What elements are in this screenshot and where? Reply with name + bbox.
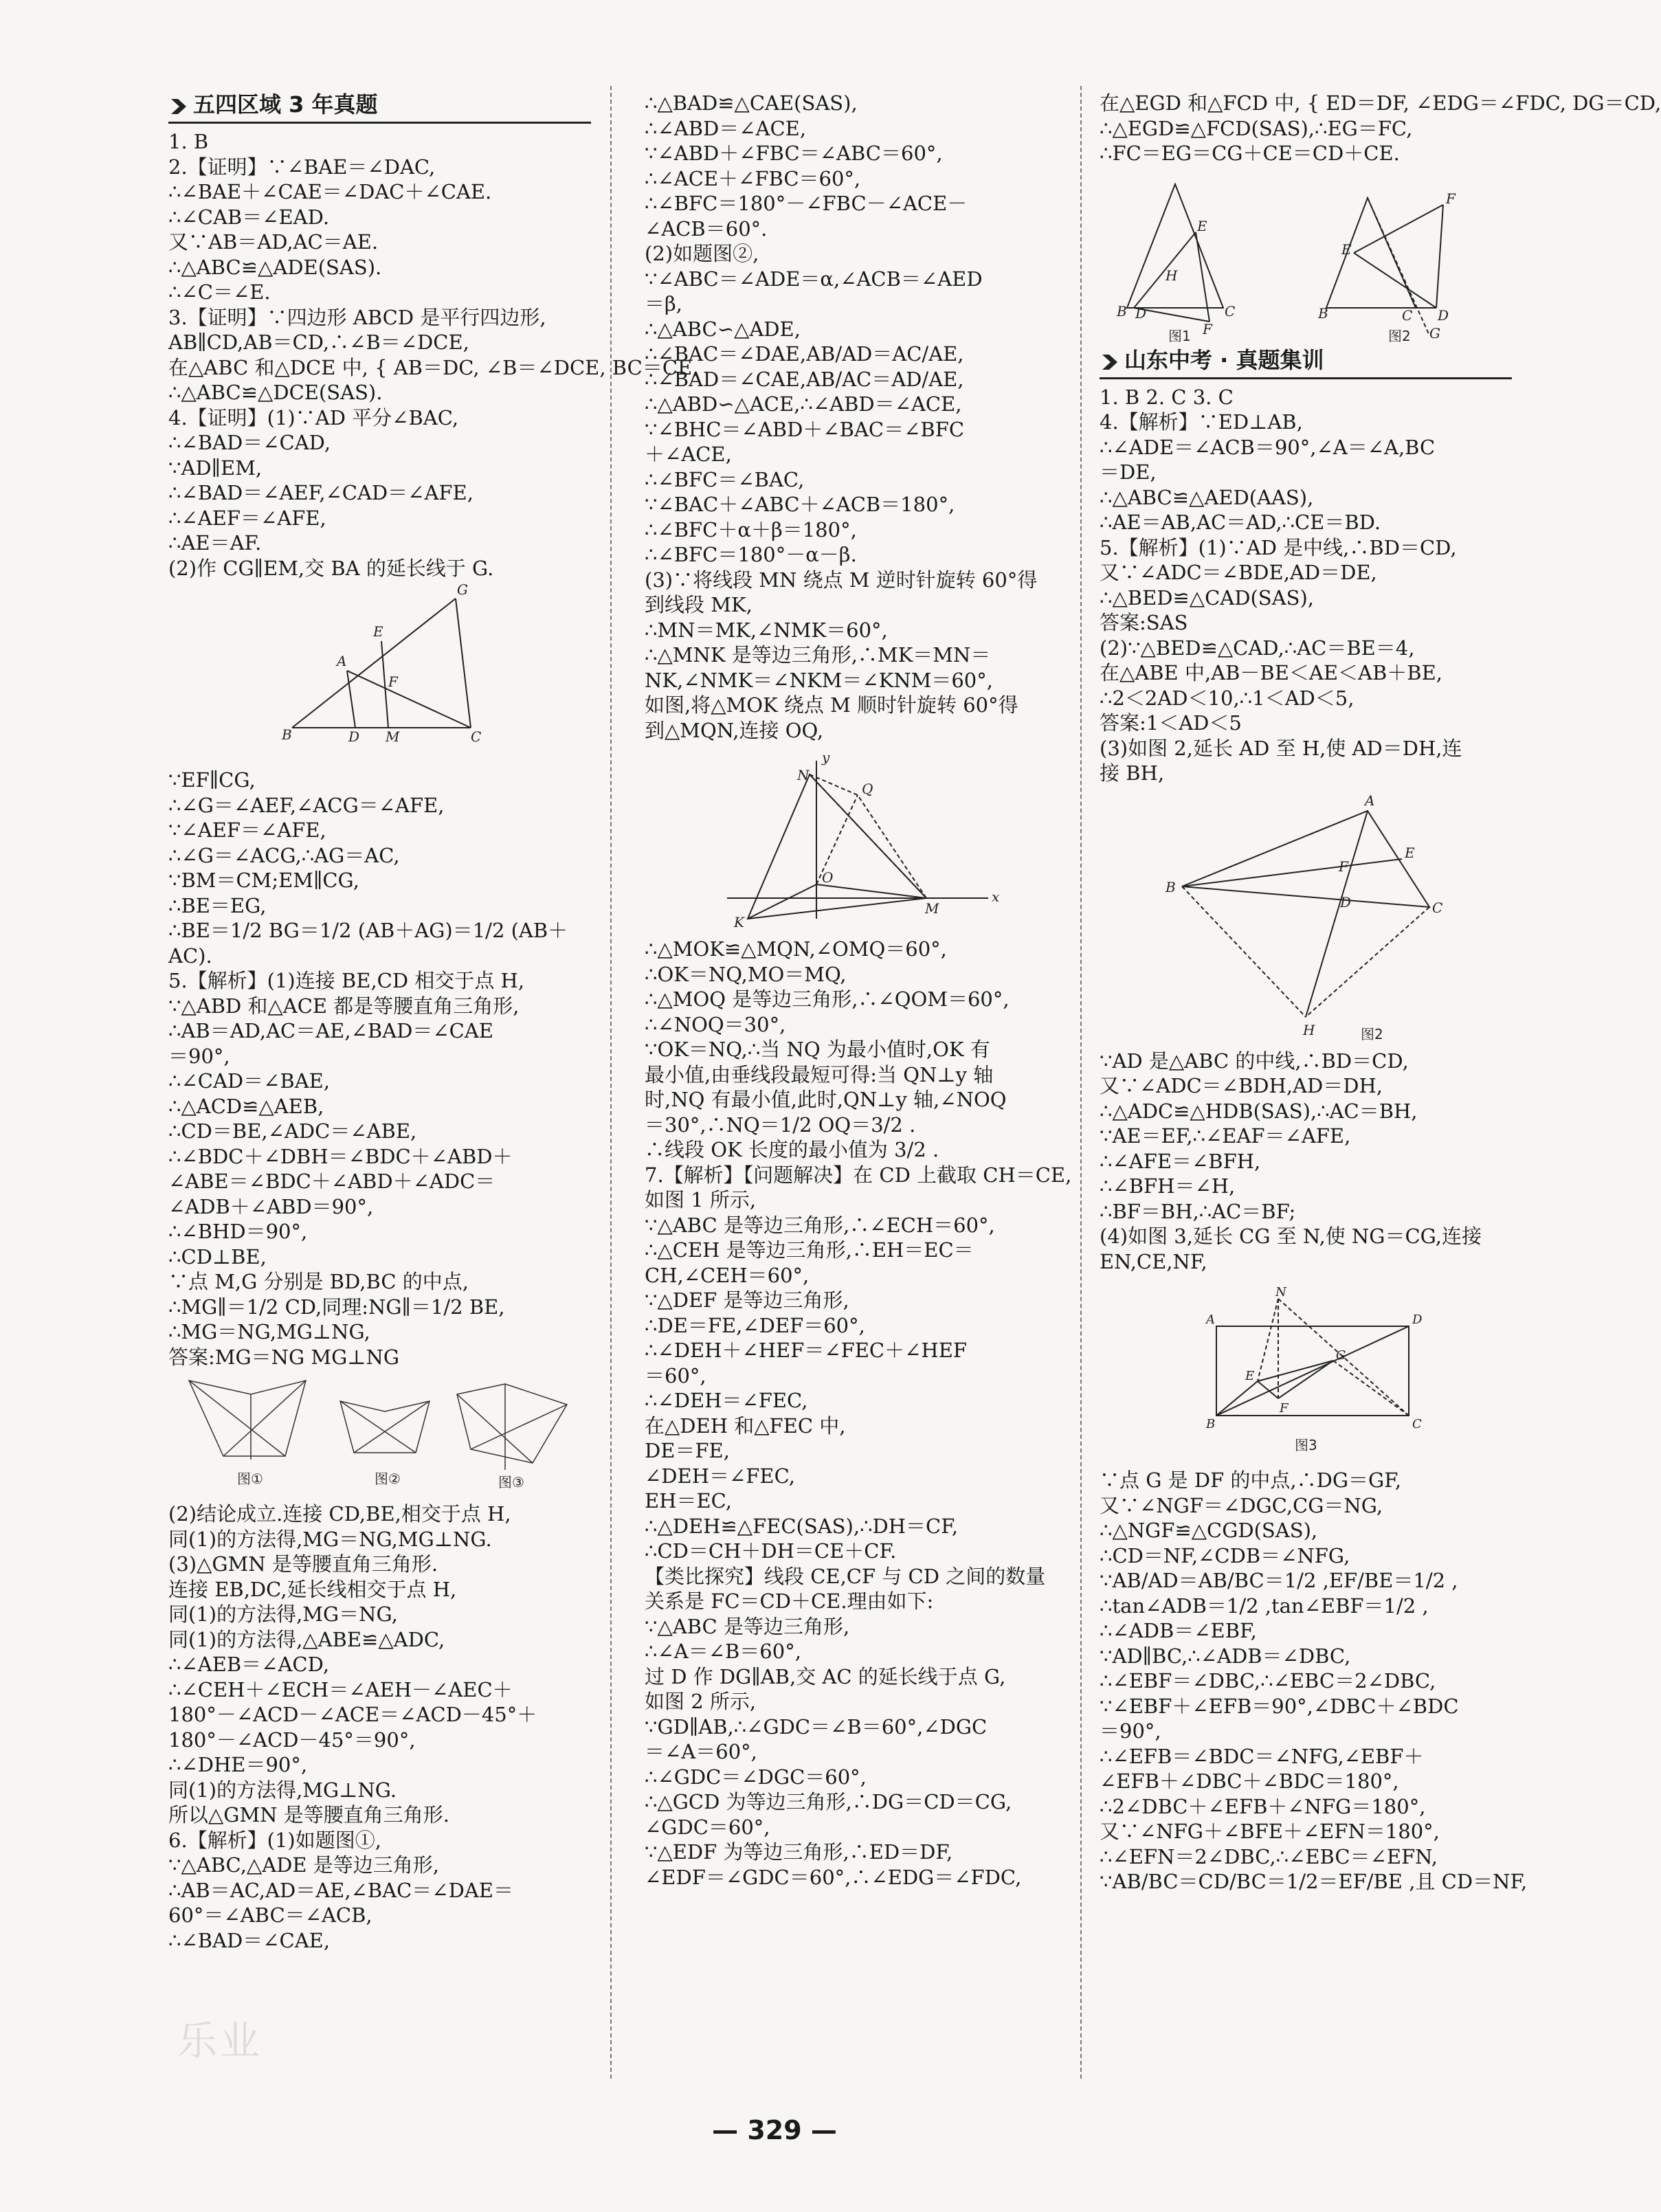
text-line: AB∥CD,AB＝CD,∴∠B＝∠DCE, [168, 331, 469, 354]
text-line: ∴AE＝AB,AC＝AD,∴CE＝BD. [1100, 511, 1381, 534]
text-line: ∵△ABD 和△ACE 都是等腰直角三角形, [168, 994, 520, 1018]
svg-text:M: M [386, 728, 400, 745]
svg-text:Q: Q [862, 781, 873, 797]
svg-text:A: A [337, 653, 347, 669]
text-line: ∴∠EFB＝∠BDC＝∠NFG,∠EBF＋ [1100, 1744, 1424, 1768]
text-line: ∠ACB＝60°. [645, 216, 768, 241]
text-line: 又∵∠ADC＝∠BDE,AD＝DE, [1100, 561, 1377, 584]
text-line: 答案:1＜AD＜5 [1100, 711, 1242, 735]
text-line: ∴∠G＝∠AEF,∠ACG＝∠AFE, [168, 793, 445, 817]
text-line: 如图,将△MOK 绕点 M 顺时针旋转 60°得 [645, 693, 1018, 717]
svg-text:E: E [373, 623, 383, 640]
section-title: 五四区域 3 年真题 [193, 91, 378, 118]
text-line: (2)作 CG∥EM,交 BA 的延长线于 G. [168, 556, 494, 580]
text-line: ∴∠AFE＝∠BFH, [1100, 1149, 1261, 1173]
svg-text:C: C [1402, 306, 1413, 324]
text-line: ∵△ABC,△ADE 是等边三角形, [168, 1853, 440, 1877]
svg-text:F: F [1339, 858, 1348, 875]
text-line: ∴∠A＝∠B＝60°, [645, 1640, 801, 1663]
text-line: 关系是 FC＝CD＋CE.理由如下: [645, 1589, 934, 1613]
text-line: ∵点 M,G 分别是 BD,BC 的中点, [168, 1270, 469, 1293]
section-header-wusi [168, 91, 591, 124]
text-line: ∴∠CAD＝∠BAE, [168, 1069, 331, 1093]
text-line: 过 D 作 DG∥AB,交 AC 的延长线于点 G, [645, 1664, 1006, 1688]
figure-three-diagrams [168, 1374, 591, 1497]
answer-block [1100, 1049, 1512, 1275]
svg-text:H: H [1166, 267, 1178, 284]
text-line: 如图 1 所示, [645, 1188, 757, 1211]
text-line: ∴∠BFC＝180°－∠FBC－∠ACE－ [645, 192, 968, 215]
text-line: ∠GDC＝60°, [645, 1815, 770, 1839]
text-line: CH,∠CEH＝60°, [645, 1263, 810, 1287]
text-line: 2.【证明】∵∠BAE＝∠DAC, [168, 155, 436, 179]
text-line: 1. B 2. C 3. C [1100, 385, 1234, 409]
text-line: ∴MG∥＝1/2 CD,同理:NG∥＝1/2 BE, [168, 1295, 505, 1319]
answer-block [1100, 385, 1512, 786]
text-line: 时,NQ 有最小值,此时,QN⊥y 轴,∠NOQ [645, 1088, 1007, 1111]
text-line: 6.【解析】(1)如题图①, [168, 1828, 381, 1852]
text-line: 到线段 MK, [645, 593, 753, 616]
text-line: ∴∠EBF＝∠DBC,∴∠EBC＝2∠DBC, [1100, 1669, 1436, 1692]
text-line: ∴∠C＝∠E. [168, 280, 271, 304]
text-line: ∴△MOK≌△MQN,∠OMQ＝60°, [645, 937, 947, 961]
text-line: ∴∠G＝∠ACG,∴AG＝AC, [168, 843, 400, 867]
text-line: ∴△ABC∽△ADE, [645, 317, 801, 341]
svg-text:M: M [925, 900, 939, 917]
text-line: ∵∠ABD＋∠FBC＝∠ABC＝60°, [645, 142, 943, 165]
fig-label: 图2 [1388, 327, 1411, 344]
text-line: ∴MN＝MK,∠NMK＝60°, [645, 618, 888, 642]
svg-text:A: A [1206, 1312, 1215, 1327]
text-line: 又∵∠NFG＋∠BFE＋∠EFN＝180°, [1100, 1820, 1440, 1843]
text-line: ∵AE＝EF,∴∠EAF＝∠AFE, [1100, 1124, 1351, 1148]
svg-text:O: O [822, 869, 834, 886]
text-line: (3)∵将线段 MN 绕点 M 逆时针旋转 60°得 [645, 568, 1038, 592]
fig-label: 图① [237, 1471, 263, 1487]
text-line: 180°－∠ACD－∠ACE＝∠ACD－45°＋ [168, 1703, 537, 1726]
svg-text:B: B [1166, 878, 1176, 895]
figure-rectangle [1100, 1278, 1512, 1464]
text-line: ＝β, [645, 292, 682, 315]
svg-text:B: B [1206, 1417, 1216, 1431]
text-line: ∵点 G 是 DF 的中点,∴DG＝GF, [1100, 1468, 1402, 1492]
text-line: ∠DEH＝∠FEC, [645, 1464, 795, 1488]
svg-text:N: N [1275, 1285, 1286, 1299]
text-line: ∴△ACD≌△AEB, [168, 1094, 324, 1118]
text-line: ∴BE＝EG, [168, 893, 267, 917]
text-line: 连接 EB,DC,延长线相交于点 H, [168, 1577, 457, 1601]
svg-text:H: H [1303, 1021, 1315, 1038]
watermark: 乐业 [177, 2018, 263, 2064]
text-line: ∴∠BAD＝∠AEF,∠CAD＝∠AFE, [168, 481, 473, 504]
text-line: ∴∠DEH＝∠FEC, [645, 1389, 808, 1412]
text-line: ∴2∠DBC＋∠EFB＋∠NFG＝180°, [1100, 1794, 1426, 1818]
text-line: ∠ADB＋∠ABD＝90°, [168, 1194, 374, 1218]
text-line: ∴∠BAD＝∠CAE,AB/AC＝AD/AE, [645, 367, 964, 391]
svg-text:B: B [282, 726, 292, 743]
text-line: ∵BM＝CM;EM∥CG, [168, 869, 359, 892]
text-line: ∴∠ADB＝∠EBF, [1100, 1619, 1257, 1642]
text-line: ∴DE＝FE,∠DEF＝60°, [645, 1313, 865, 1337]
fig-label: 图3 [1295, 1437, 1317, 1453]
text-line: ∵△DEF 是等边三角形, [645, 1288, 849, 1312]
text-line: ∴∠AEB＝∠ACD, [168, 1653, 330, 1676]
text-line: ∴△BED≌△CAD(SAS), [1100, 585, 1314, 610]
text-line: 在△EGD 和△FCD 中, { ED＝DF, ∠EDG＝∠FDC, DG＝CD, [1100, 91, 1661, 115]
text-line: ∴∠DHE＝90°, [168, 1753, 308, 1776]
text-line: ∴∠BAD＝∠CAD, [168, 431, 331, 454]
text-line: ∴∠ACE＋∠FBC＝60°, [645, 166, 861, 190]
text-line: EN,CE,NF, [1100, 1249, 1207, 1273]
text-line: ∴△MOQ 是等边三角形,∴∠QOM＝60°, [645, 987, 1010, 1011]
text-line: ∵∠BAC＋∠ABC＋∠ACB＝180°, [645, 493, 955, 516]
text-line: ∴CD＝BE,∠ADC＝∠ABE, [168, 1119, 417, 1143]
text-line: EH＝EC, [645, 1489, 733, 1512]
text-line: ∴MG＝NG,MG⊥NG, [168, 1320, 370, 1343]
figure-coordinate-rotation [645, 747, 1069, 932]
text-line: ∴∠ABD＝∠ACE, [645, 116, 807, 140]
svg-text:D: D [348, 728, 360, 745]
text-line: 5.【解析】(1)∵AD 是中线,∴BD＝CD, [1100, 535, 1457, 559]
svg-text:C: C [1412, 1417, 1422, 1431]
text-line: 在△DEH 和△FEC 中, [645, 1414, 846, 1438]
text-line: 180°－∠ACD－45°＝90°, [168, 1728, 416, 1752]
text-line: (2)∵△BED≌△CAD,∴AC＝BE＝4, [1100, 636, 1415, 660]
text-line: 答案:MG＝NG MG⊥NG [168, 1345, 400, 1369]
text-line: ∴BF＝BH,∴AC＝BF; [1100, 1199, 1296, 1223]
text-line: ∴BE＝1/2 BG＝1/2 (AB＋AG)＝1/2 (AB＋ [168, 919, 568, 942]
text-line: ∴∠BAD＝∠CAE, [168, 1928, 331, 1952]
text-line: ∴∠BDC＋∠DBH＝∠BDC＋∠ABD＋ [168, 1144, 513, 1168]
text-line: 所以△GMN 是等腰直角三角形. [168, 1803, 449, 1826]
text-line: ∴∠CAB＝∠EAD. [168, 205, 330, 229]
text-line: ∴AB＝AD,AC＝AE,∠BAD＝∠CAE [168, 1019, 493, 1042]
svg-text:F: F [1280, 1401, 1289, 1416]
text-line: ∴△ADC≌△HDB(SAS),∴AC＝BH, [1100, 1099, 1418, 1123]
svg-text:G: G [1336, 1348, 1346, 1363]
text-line: 【类比探究】线段 CE,CF 与 CD 之间的数量 [645, 1564, 1046, 1588]
text-line: ∴∠EFN＝2∠DBC,∴∠EBC＝∠EFN, [1100, 1844, 1438, 1868]
fig-label: 图② [375, 1471, 401, 1487]
text-line: ∴CD⊥BE, [168, 1244, 267, 1269]
svg-text:x: x [992, 889, 1000, 905]
figure-equilateral-pair [1100, 170, 1512, 342]
svg-text:G: G [457, 581, 468, 598]
text-line: (3)△GMN 是等腰直角三角形. [168, 1552, 438, 1576]
text-line: ∴△ABC≌△DCE(SAS). [168, 381, 383, 404]
svg-text:E: E [1245, 1369, 1255, 1383]
answer-block [645, 91, 1069, 743]
text-line: ∴∠BFC＋α＋β＝180°, [645, 517, 857, 541]
text-line: ∵AD∥BC,∴∠ADB＝∠DBC, [1100, 1644, 1351, 1668]
svg-text:B: B [1117, 302, 1127, 320]
text-line: ∴△ABD∽△ACE,∴∠ABD＝∠ACE, [645, 392, 962, 416]
text-line: 同(1)的方法得,MG＝NG,MG⊥NG. [168, 1527, 492, 1551]
text-line: 又∵AB＝AD,AC＝AE. [168, 230, 379, 254]
column-right [1100, 91, 1661, 1895]
text-line: 接 BH, [1100, 761, 1165, 785]
answer-block [168, 768, 591, 1370]
text-line: ∴AE＝AF. [168, 531, 262, 555]
text-line: 5.【解析】(1)连接 BE,CD 相交于点 H, [168, 969, 525, 992]
text-line: ∴∠ADE＝∠ACB＝90°,∠A＝∠A,BC [1100, 435, 1436, 459]
text-line: ∵△EDF 为等边三角形,∴ED＝DF, [645, 1840, 953, 1864]
text-line: ∵∠ABC＝∠ADE＝α,∠ACB＝∠AED [645, 267, 983, 291]
text-line: ∴△NGF≌△CGD(SAS), [1100, 1519, 1318, 1542]
text-line: ∵∠EBF＋∠EFB＝90°,∠DBC＋∠BDC [1100, 1694, 1459, 1718]
text-line: ∴线段 OK 长度的最小值为 3/2 . [645, 1138, 939, 1161]
section-header-shandong [1100, 346, 1512, 379]
text-line: ∵△ABC 是等边三角形,∴∠ECH＝60°, [645, 1213, 995, 1237]
text-line: ∴△BAD≌△CAE(SAS), [645, 91, 858, 115]
text-line: (2)结论成立.连接 CD,BE,相交于点 H, [168, 1502, 511, 1526]
text-line: ∴△ABC≌△ADE(SAS). [168, 255, 382, 279]
svg-text:F: F [1203, 320, 1212, 337]
answer-block [168, 1501, 591, 1953]
text-line: ∵AB/AD＝AB/BC＝1/2 ,EF/BE＝1/2 , [1100, 1569, 1458, 1592]
fig-label: 图③ [498, 1474, 524, 1490]
text-line: 1. B [168, 130, 209, 153]
text-line: ＝60°, [645, 1363, 706, 1387]
column-middle [645, 91, 1072, 1890]
text-line: ∴∠AEF＝∠AFE, [168, 506, 326, 530]
chevron-right-icon [168, 96, 189, 117]
svg-text:D: D [1438, 306, 1449, 324]
answer-block [645, 937, 1072, 1890]
text-line: ∠ABE＝∠BDC＋∠ABD＋∠ADC＝ [168, 1170, 495, 1193]
text-line: ∴△ABC≌△AED(AAS), [1100, 485, 1314, 509]
text-line: 在△ABE 中,AB－BE＜AE＜AB＋BE, [1100, 661, 1442, 684]
text-line: 到△MQN,连接 OQ, [645, 718, 824, 742]
text-line: ∴△EGD≌△FCD(SAS),∴EG＝FC, [1100, 116, 1413, 140]
text-line: ＝30°,∴NQ＝1/2 OQ＝3/2 . [645, 1113, 916, 1137]
svg-text:C: C [471, 728, 482, 745]
svg-text:F: F [1446, 190, 1456, 207]
text-line: 同(1)的方法得,MG⊥NG. [168, 1778, 397, 1802]
text-line: 4.【证明】(1)∵AD 平分∠BAC, [168, 405, 459, 429]
column-divider [1080, 86, 1082, 2079]
fig-label: 图2 [1361, 1025, 1383, 1042]
chevron-right-icon [1100, 352, 1120, 372]
text-line: 3.【证明】∵四边形 ABCD 是平行四边形, [168, 305, 546, 329]
text-line: 同(1)的方法得,MG＝NG, [168, 1602, 398, 1626]
text-line: 在△ABC 和△DCE 中, { AB＝DC, ∠B＝∠DCE, BC＝CE, [168, 355, 699, 379]
page-number: — 329 — [712, 2115, 837, 2145]
svg-text:y: y [822, 749, 830, 766]
text-line: 最小值,由垂线段最短可得:当 QN⊥y 轴 [645, 1062, 994, 1086]
text-line: ∴∠BHD＝90°, [168, 1220, 308, 1243]
text-line: ∵EF∥CG, [168, 768, 256, 792]
text-line: ∴∠CEH＋∠ECH＝∠AEH－∠AEC＋ [168, 1677, 513, 1701]
text-line: ∵AD 是△ABC 的中线,∴BD＝CD, [1100, 1049, 1409, 1073]
text-line: 又∵∠NGF＝∠DGC,CG＝NG, [1100, 1493, 1383, 1517]
text-line: ∴△MNK 是等边三角形,∴MK＝MN＝ [645, 643, 991, 667]
text-line: ∴CD＝CH＋DH＝CE＋CF. [645, 1539, 897, 1563]
text-line: ∵∠BHC＝∠ABD＋∠BAC＝∠BFC [645, 417, 965, 441]
text-line: ∴2＜2AD＜10,∴1＜AD＜5, [1100, 686, 1355, 710]
text-line: AC). [168, 943, 212, 968]
text-line: ∵△ABC 是等边三角形, [645, 1614, 850, 1638]
text-line: ∠EDF＝∠GDC＝60°,∴∠EDG＝∠FDC, [645, 1865, 1022, 1889]
svg-text:E: E [1197, 217, 1207, 234]
column-divider [610, 86, 612, 2079]
text-line: ∴tan∠ADB＝1/2 ,tan∠EBF＝1/2 , [1100, 1594, 1429, 1618]
text-line: ＝DE, [1100, 460, 1157, 484]
text-line: 又∵∠ADC＝∠BDH,AD＝DH, [1100, 1074, 1383, 1097]
svg-text:F: F [388, 673, 398, 690]
svg-text:K: K [734, 914, 744, 930]
text-line: 7.【解析】【问题解决】在 CD 上截取 CH＝CE, [645, 1163, 1072, 1187]
text-line: ∴∠BAE＋∠CAE＝∠DAC＋∠CAE. [168, 180, 492, 203]
svg-text:D: D [1135, 304, 1147, 322]
text-line: ∵AB/BC＝CD/BC＝1/2＝EF/BE ,且 CD＝NF, [1100, 1870, 1528, 1893]
text-line: ∴∠DEH＋∠HEF＝∠FEC＋∠HEF [645, 1339, 967, 1362]
svg-text:C: C [1225, 302, 1236, 320]
text-line: ∴∠GDC＝∠DGC＝60°, [645, 1765, 867, 1789]
svg-text:G: G [1429, 324, 1440, 342]
text-line: (4)如图 3,延长 CG 至 N,使 NG＝CG,连接 [1100, 1225, 1482, 1248]
svg-text:E: E [1341, 241, 1352, 258]
text-line: ∴OK＝NQ,MO＝MQ, [645, 962, 847, 986]
text-line: ∴∠BFC＝∠BAC, [645, 467, 805, 491]
text-line: ∴△GCD 为等边三角形,∴DG＝CD＝CG, [645, 1790, 1012, 1813]
answer-block [1100, 1468, 1528, 1895]
text-line: DE＝FE, [645, 1439, 730, 1462]
text-line: ＝90°, [168, 1044, 230, 1068]
figure-triangle-bgc [168, 581, 591, 763]
text-line: ∠EFB＋∠DBC＋∠BDC＝180°, [1100, 1769, 1399, 1793]
figure-median-triangle [1100, 790, 1512, 1044]
text-line: 同(1)的方法得,△ABE≌△ADC, [168, 1627, 445, 1651]
text-line: ∴△CEH 是等边三角形,∴EH＝EC＝ [645, 1238, 974, 1262]
text-line: ∴∠BAC＝∠DAE,AB/AD＝AC/AE, [645, 342, 964, 366]
text-line: ∵∠AEF＝∠AFE, [168, 818, 326, 842]
svg-text:C: C [1432, 899, 1443, 916]
text-line: ∴∠BFH＝∠H, [1100, 1174, 1236, 1198]
fig-label: 图1 [1168, 327, 1191, 344]
text-line: ∴∠NOQ＝30°, [645, 1012, 786, 1036]
svg-text:B: B [1318, 304, 1328, 322]
text-line: ＝∠A＝60°, [645, 1740, 757, 1763]
text-line: 如图 2 所示, [645, 1690, 757, 1713]
text-line: (3)如图 2,延长 AD 至 H,使 AD＝DH,连 [1100, 736, 1462, 760]
text-line: ∴CD＝NF,∠CDB＝∠NFG, [1100, 1543, 1350, 1567]
text-line: ∵AD∥EM, [168, 456, 263, 480]
svg-text:A: A [1365, 792, 1375, 809]
text-line: ∵GD∥AB,∴∠GDC＝∠B＝60°,∠DGC [645, 1714, 988, 1739]
text-line: ＋∠ACE, [645, 443, 732, 466]
text-line: 4.【解析】∵ED⊥AB, [1100, 410, 1303, 434]
svg-text:E: E [1405, 844, 1415, 861]
text-line: (2)如题图②, [645, 242, 759, 265]
text-line: ∵OK＝NQ,∴当 NQ 为最小值时,OK 有 [645, 1038, 990, 1061]
text-line: NK,∠NMK＝∠NKM＝∠KNM＝60°, [645, 668, 993, 692]
text-line: ＝90°, [1100, 1719, 1161, 1743]
text-line: 答案:SAS [1100, 611, 1188, 634]
svg-text:D: D [1412, 1312, 1423, 1327]
text-line: 60°＝∠ABC＝∠ACB, [168, 1903, 372, 1927]
answer-block [1100, 91, 1661, 166]
svg-text:N: N [797, 767, 810, 783]
text-line: ∴∠BFC＝180°－α－β. [645, 543, 857, 566]
text-line: ∴AB＝AC,AD＝AE,∠BAC＝∠DAE＝ [168, 1878, 513, 1902]
text-line: ∴FC＝EG＝CG＋CE＝CD＋CE. [1100, 142, 1400, 165]
text-line: ∴△DEH≌△FEC(SAS),∴DH＝CF, [645, 1514, 959, 1538]
section-title: 山东中考 · 真题集训 [1124, 346, 1324, 373]
svg-text:D: D [1340, 893, 1352, 911]
